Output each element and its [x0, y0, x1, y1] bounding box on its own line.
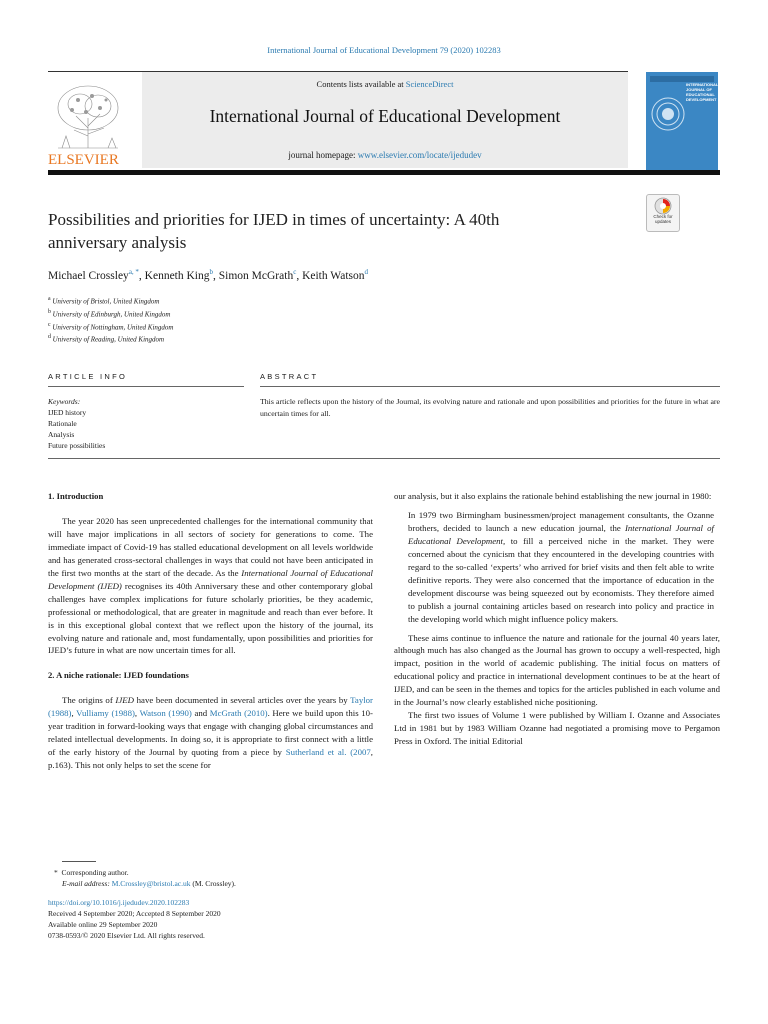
homepage-prefix: journal homepage:	[288, 150, 358, 160]
received-dates: Received 4 September 2020; Accepted 8 September 2020	[48, 909, 221, 918]
section-1-heading: 1. Introduction	[48, 491, 104, 501]
author-list: Michael Crossley$^{a, *}$, Kenneth King$^b$, Simon McGrath$^c$, Keith Watson$^d$	[48, 268, 368, 282]
affiliation-item	[48, 307, 173, 320]
text-span: The year 2020 has seen unprecedented challenges for the international community that will have major implications in all sectors of society for generations to come. The immediate impact of Covid-19 has stalled educational development on all levels worldwide and has generated cross-sectoral challenges in ways that could not have been anticipated in the first two months at the start of the decade. As the	[48, 515, 373, 578]
author-affil-link[interactable]: d	[364, 268, 368, 276]
keywords-block	[48, 396, 105, 451]
elsevier-wordmark: ELSEVIER	[48, 152, 119, 168]
elsevier-tree-logo	[48, 78, 128, 168]
keyword: Future possibilities	[48, 441, 106, 450]
author-affil-link[interactable]: b	[209, 268, 214, 276]
article-info-rule	[48, 386, 244, 387]
affil-text: University of Reading, United Kingdom	[52, 335, 165, 344]
keyword: Rationale	[48, 419, 77, 428]
journal-title: International Journal of Educational Development	[209, 106, 561, 126]
abstract-header: ABSTRACT	[260, 372, 319, 381]
keyword: Analysis	[48, 430, 75, 439]
title-line-2: anniversary analysis	[48, 233, 187, 252]
footnote-text: Corresponding author.	[61, 868, 129, 877]
online-date: Available online 29 September 2020	[48, 920, 158, 929]
title-line-1: Possibilities and priorities for IJED in times of uncertainty: A 40th	[48, 210, 500, 229]
text-span: In 1979 two Birmingham businessmen/project management consultants, the Ozanne brothers, decided to launch a new education journal, the	[408, 509, 714, 533]
text-span: The origins of	[62, 695, 116, 706]
email-link[interactable]: M.Crossley@bristol.ac.uk	[111, 879, 191, 888]
text-span: to fill a perceived niche in the market. They were concerned about the cynicism that they encountered in the developing countries with regard to the so-called ‘experts’ who arrived for brief visits and then felt able to write definitive reports. They were also concerned that the importance of education in the development discourse was being squeezed out by economists. They therefore aimed to publish a journal containing articles based on research into policy and practice in the developing world which might influence policy makers.	[408, 535, 714, 624]
text-span: ,	[134, 708, 140, 719]
affil-text: University of Bristol, United Kingdom	[52, 297, 160, 306]
email-note	[48, 878, 236, 889]
affil-text: University of Nottingham, United Kingdom	[52, 322, 174, 331]
affiliation-item	[48, 320, 173, 333]
block-quote	[408, 509, 714, 626]
corresponding-author-note	[48, 867, 236, 878]
affil-mark: b	[48, 308, 51, 315]
crossmark-icon	[647, 195, 679, 215]
affil-text: University of Edinburgh, United Kingdom	[52, 310, 171, 319]
journal-homepage-line	[142, 150, 628, 160]
italic-span: International Journal of Educational Development (IJED)	[48, 567, 373, 591]
text-span: . Here we build upon this 10-year tradition in forward-looking ways that engage with changing global circumstances and related intellectual developments. In doing so, it is appropriate to first connect with a little of the early history of the Journal by quoting from a piece by	[48, 708, 373, 758]
paragraph: our analysis, but it also explains the rationale behind establishing the new journal in 1980:	[394, 491, 712, 501]
email-owner: (M. Crossley).	[190, 879, 236, 888]
author-affil-link[interactable]: a, *	[128, 268, 139, 276]
author-name: Keith Watson	[302, 269, 365, 282]
text-span: have been documented in several articles over the years by	[133, 695, 351, 706]
reference-link[interactable]: Sutherland et al. (2007	[285, 747, 371, 758]
italic-span: IJED	[115, 695, 134, 706]
left-column	[48, 490, 373, 772]
journal-homepage-link[interactable]: www.elsevier.com/locate/ijedudev	[357, 150, 482, 160]
text-span: , p.163). This not only helps to set the scene for	[48, 747, 373, 771]
affiliation-item	[48, 332, 173, 345]
text-span: ,	[71, 708, 77, 719]
paragraph: The first two issues of Volume 1 were published by William I. Ozanne and Associates Ltd in 1981 but by 1983 William Ozanne had negotiated a promising move to Pergamon Press in Oxford. The initial Editorial	[394, 710, 720, 747]
header-bottom-rule	[48, 170, 720, 175]
email-label: E-mail address:	[62, 879, 110, 888]
section-2-heading: 2. A niche rationale: IJED foundations	[48, 670, 189, 681]
affiliation-item	[48, 294, 173, 307]
sciencedirect-link[interactable]: ScienceDirect	[405, 79, 454, 89]
text-span: and	[191, 708, 210, 719]
keywords-label: Keywords:	[48, 397, 81, 406]
author-name: Simon McGrath	[218, 269, 294, 282]
author-affil-link[interactable]: c	[293, 268, 297, 276]
footnotes	[48, 867, 236, 941]
front-matter-rule	[48, 458, 720, 459]
contents-line	[142, 79, 628, 89]
article-title	[48, 208, 638, 254]
keyword: IJED history	[48, 408, 87, 417]
right-column	[394, 490, 720, 748]
check-for-updates-button[interactable]	[646, 194, 680, 232]
crossmark-label: Check for updates	[653, 214, 673, 224]
paragraph: These aims continue to influence the nature and rationale for the journal 40 years later, although much has also changed as the Journal has grown to occupy a well-respected, high impact, position in the world of academic publishing. The initial focus on matters of educational policy and practice in international development continues to be at the heart of IJED, and can be seen in the themes and topics for the articles published in each volume and in the Journal’s now clearly established niche positioning.	[394, 632, 720, 708]
cover-title: INTERNATIONAL JOURNAL OF EDUCATIONAL DEVELOPMENT	[686, 82, 719, 102]
article-info-header: ARTICLE INFO	[48, 372, 128, 381]
copyright: 0738-0593/© 2020 Elsevier Ltd. All rights reserved.	[48, 931, 205, 940]
author-name: Kenneth King	[144, 269, 210, 282]
paragraph	[48, 515, 373, 657]
affiliations	[48, 294, 173, 345]
footnote-mark: *	[54, 868, 58, 877]
doi-link[interactable]: https://doi.org/10.1016/j.ijedudev.2020.102283	[48, 898, 190, 907]
affil-mark: a	[48, 296, 51, 302]
reference-link[interactable]: McGrath (2010)	[209, 708, 268, 719]
author-name: Michael Crossley	[48, 269, 129, 282]
journal-reference-link[interactable]: International Journal of Educational Development 79 (2020) 102283	[267, 45, 501, 55]
affil-mark: c	[48, 321, 51, 328]
footnote-rule	[62, 861, 96, 862]
contents-prefix: Contents lists available at	[316, 79, 406, 89]
text-span: recognises its 40th Anniversary these and other contemporary global challenges have complex implications for future scholarly priorities, be they academic, professional or methodological, that are greater in magnitude and reach than ever before. It is in this exceptional global context that we reflect upon the history of the journal, its evolving nature and rationale and, most fundamentally, upon possibilities and priorities for IJED’s future in what are now uncertain times for all.	[48, 580, 373, 656]
affil-mark: d	[48, 334, 51, 341]
reference-link[interactable]: Taylor (1988)	[48, 695, 373, 719]
reference-link[interactable]: Watson (1990)	[139, 708, 192, 719]
abstract-text: This article reflects upon the history of the Journal, its evolving nature and rationale and upon possibilities and priorities for the future in what are uncertain times for all.	[260, 397, 720, 418]
italic-span: International Journal of Educational Development,	[408, 522, 714, 546]
reference-link[interactable]: Vulliamy (1988)	[76, 708, 135, 719]
abstract-rule	[260, 386, 720, 387]
paragraph	[48, 694, 373, 772]
